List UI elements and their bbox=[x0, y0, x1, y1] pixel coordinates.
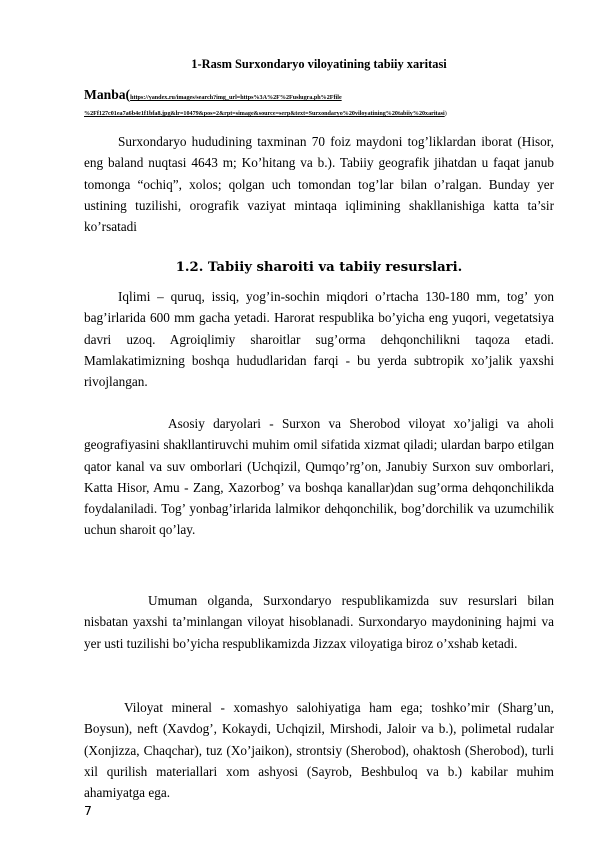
source-link-line2-wrap bbox=[84, 108, 564, 120]
source-link-line1[interactable]: https://yandex.ru/images/search?img_url=https%3A%2F%2Fuslugra.ph%2Ffile bbox=[130, 95, 342, 101]
paragraph-relief: Surxondaryo hududining taxminan 70 foiz maydoni tog’liklardan iborat (Hisor, eng baland nuqtasi 4643 m; Ko’hitang va b.). Tabiiy geografik jihatdan u faqat janub tomonga “ochiq”, xolos; qolgan uch tomondan tog’lar bilan o’ralgan. Bunday yer ustining tuzilishi, orografik vaziyat mintaqa iqlimining shakllanishiga katta ta’sir ko’rsatadi bbox=[84, 134, 554, 235]
source-closing-paren: ) bbox=[444, 111, 447, 117]
source-link-line2[interactable]: %2Ff127c01ea7a6b4e1f1bfa8.jpg&lr=10479&pos=2&rpt=simage&source=serp&text=Surxondaryo%20viloyatining%20tabiiy%20xaritasi bbox=[84, 111, 445, 117]
section-heading: 1.2. Tabiiy sharoiti va tabiiy resurslari. bbox=[175, 260, 463, 275]
page-number: 7 bbox=[84, 803, 92, 818]
figure-caption: 1-Rasm Surxondaryo viloyatining tabiiy xaritasi bbox=[191, 57, 447, 71]
source-label: Manba( bbox=[84, 87, 131, 102]
paragraph-water-resources: Umuman olganda, Surxondaryo respublikamizda suv resurslari bilan nisbatan yaxshi ta’minlangan viloyat hisoblanadi. Surxondaryo maydonining hajmi va yer usti tuzilishi bo’yicha respublikamizda Jizzax viloyatiga biroz o’xshab ketadi. bbox=[84, 593, 554, 651]
source-reference bbox=[84, 85, 564, 120]
paragraph-climate: Iqlimi – quruq, issiq, yog’in-sochin miqdori o’rtacha 130-180 mm, tog’ yon bag’irlarida 600 mm gacha yetadi. Harorat respublika bo’yicha eng yuqori, vegetatsiya davri uzoq. Agroiqlimiy sharoitlar sug’orma dehqonchilikni taqoza etadi. Mamlakatimizning boshqa hududlaridan farqi - bu yerda subtropik xo’jalik yaxshi rivojlangan. bbox=[84, 289, 554, 390]
paragraph-minerals: Viloyat mineral - xomashyo salohiyatiga ham ega; toshko’mir (Sharg’un, Boysun), neft (Xavdog’, Kokaydi, Uchqizil, Mirshodi, Jaloir va b.), polimetal rudalar (Xonjizza, Chaqchar), tuz (Xo’jaikon), strontsiy (Sherobod), ohaktosh (Sherobod), turli xil qurilish materiallari xom ashyosi (Sayrob, Beshbuloq va b.) kabilar muhim ahamiyatga ega. bbox=[84, 700, 554, 801]
paragraph-rivers: Asosiy daryolari - Surxon va Sherobod viloyat xo’jaligi va aholi geografiyasini shakllantiruvchi muhim omil sifatida xizmat qiladi; ulardan barpo etilgan qator kanal va suv omborlari (Uchqizil, Qumqo’rg’on, Janubiy Surxon suv omborlari, Katta Hisor, Amu - Zang, Xazorbog’ va boshqa kanallar)dan sug’orma dehqonchilikda foydalaniladi. Tog’ yonbag’irlarida lalmikor dehqonchilik, bog’dorchilik va uzumchilik uchun sharoit qo’lay. bbox=[84, 416, 554, 538]
